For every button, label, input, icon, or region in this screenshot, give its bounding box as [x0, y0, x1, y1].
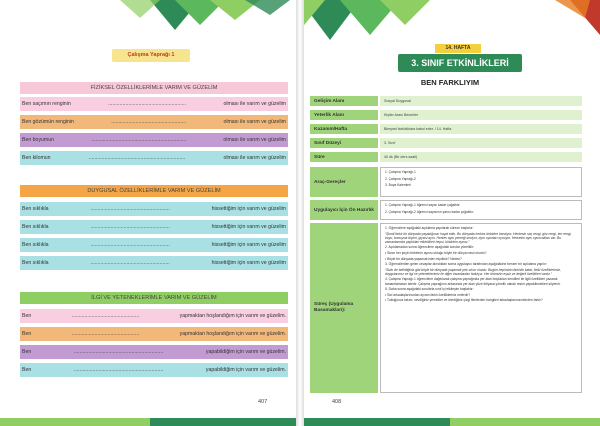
week-badge: 14. HAFTA	[435, 44, 481, 53]
section2-row-1: Ben sıklıkla ....................................................... hissettiğim için varım ve güzelim	[20, 202, 288, 216]
activity-title: BEN FARKLIYIM	[420, 78, 480, 87]
section1-row-1: Ben saçımın renginin ...................................................... olması ile varım ve güzelim	[20, 97, 288, 111]
section2-header: DUYGUSAL ÖZELLİKLERİMLE VARIM VE GÜZELİM	[20, 185, 288, 197]
section3-row-4: Ben .............................................................. yapabildiğim için varım ve güzelim.	[20, 363, 288, 377]
green-bottom-band-right	[300, 418, 600, 426]
page-number-right: 408	[332, 399, 342, 405]
section1-header: FİZİKSEL ÖZELLİKLERİMLE VARIM VE GÜZELİM	[20, 82, 288, 94]
page-number-left: 407	[258, 399, 268, 405]
section1-row-2: Ben gözümün renginin .................................................... olması ile varım ve güzelim	[20, 115, 288, 129]
section2-row-4: Ben sıklıkla ....................................................... hissettiğim için varım ve güzelim	[20, 256, 288, 270]
worksheet-badge: Çalışma Yaprağı 1	[112, 49, 190, 62]
section3-header: İLGİ VE YETENEKLERİMLE VARIM VE GÜZELİM	[20, 292, 288, 304]
section3-row-1: Ben ............................................... yapmaktan hoşlandığım için varım ve güzelim.	[20, 309, 288, 323]
right-page: 14. HAFTA 3. SINIF ETKİNLİKLERİ BEN FARKLIYIM Gelişim Alanı Sosyal Duygusal Yeterlik Alanı Kişiler Arası Beceriler Kazanım/Hafta Bireysel farklılıklara kabul eder. / 14. Hafta Sınıf Düzeyi 3. Sınıf Süre 40 dk (Bir ders saati) Araç-Gereçler 1. Çalışma Yaprağı-1 2. Çalışma Yaprağı-2 3. Boya Kalemleri Uygulayıcı İçin Ön Hazırlık 1. Çalışma Yaprağı-1 öğrenci sayısı kadar çoğaltılır. 2. Çalışma Yaprağı-2 öğrenci sayısının yarısı kadar çoğaltılır. Süreç (Uygulama Basamakları): 1. Öğrencilere aşağıdaki açıklama yapılarak sürece başlanır: “Şimdi farklı bir dünyada yaşadığınızı hayal edin. Bu dünyada herkes birbirine benziyor. Herkesin saç rengi, göz rengi, ten rengi, boyu, konuşma biçimi, giysisi aynı. Herkes aynı yemeği seviyor, aynı oyunları oynuyor. Herkesin aynı oyuncakları var. Bu zamanlarında yaptıkları etkinlikleri hepsi, birbirinin aynısı.” 2. Açıklamadan sonra öğrencilere aşağıdaki sorular yöneltilir: • Sizce her şeyin birbirinin aynısı olduğu böyle bir dünya nasıl olurdu? • Böyle bir dünyada yaşamak ister miydiniz? Neden? 3. Öğrencilerden gelen cevaplar alındıktan sonra uygulayıcı tarafından aşağıdakine benzer bir açıklama yapılır: “Sizin de belirttiğiniz gibi böyle bir dünyada yaşamak pek sıkıcı olurdu. Bugün hepimizin farklılık katar, fizikî özelliklerimiz, duygularımız ve ilgi ve yeteneklerimiz ile diğer insanlardan farklıyız. Her birimizin eşsiz ve değerli özellikleri vardır.” 4. Çalışma Yaprağı-1 öğrencilere dağıtılarak çalışma yaprağında yer alan boşlukları kendileri ile ilgili özellikleri yazarak tamamlamaları istenir. Çalışma yaprağının arkasında yer alan yüze ihtiyaca yönelik olarak resim yapabilecekleri söylenir. 5. Daha sonra aşağıdaki sorularla sınıf içi etkileşim başlatılır: • Sizi arkadaşlarınızdan ayıran farklı özellikleriniz nelerdir? • Tuttuğunuz takım, sevdiğiniz yemekler ve izlediğiniz çizgi filmlerden hangileri arkadaşlarınızınkinden farklı? 408	[300, 0, 600, 426]
section3-row-2: Ben ............................................... yapmaktan hoşlandığım için varım ve güzelim.	[20, 327, 288, 341]
section1-row-4: Ben kilomun ................................................................... olması ile varım ve güzelim	[20, 151, 288, 165]
section2-row-2: Ben sıklıkla ....................................................... hissettiğim için varım ve güzelim	[20, 220, 288, 234]
green-triangle-decoration	[0, 0, 300, 40]
page-title: 3. SINIF ETKİNLİKLERİ	[398, 54, 522, 72]
section2-row-3: Ben sıklıkla ....................................................... hissettiğim için varım ve güzelim	[20, 238, 288, 252]
section1-row-3: Ben boyumun .................................................................. olması ile varım ve güzelim	[20, 133, 288, 147]
section3-row-3: Ben .............................................................. yapabildiğim için varım ve güzelim.	[20, 345, 288, 359]
green-bottom-band	[0, 418, 300, 426]
book-spine	[296, 0, 304, 426]
